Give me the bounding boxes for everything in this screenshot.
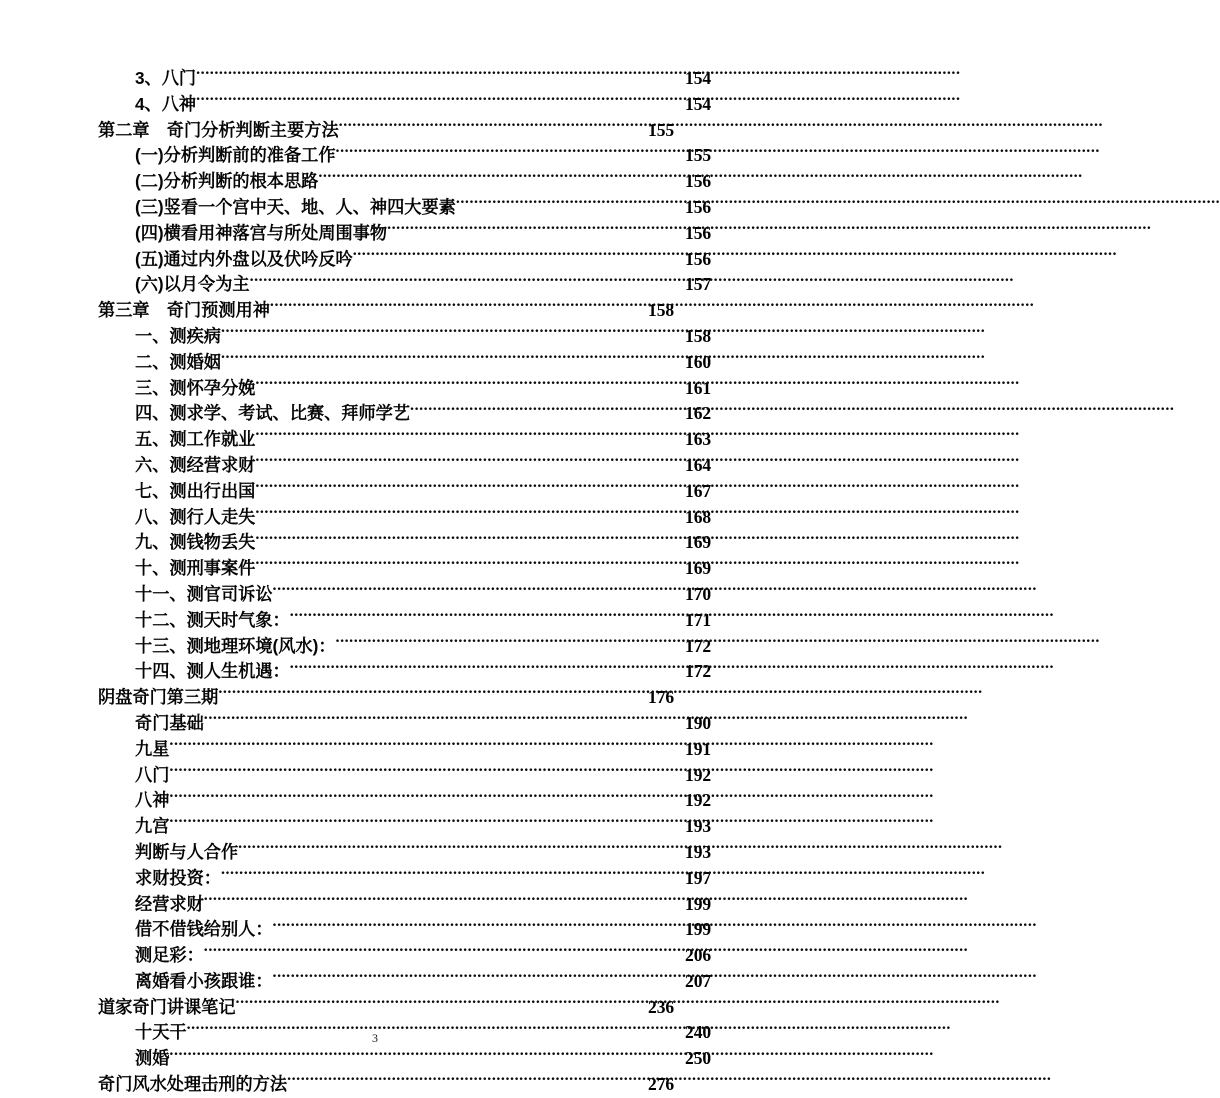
- toc-entry-title: (四)横看用神落宫与所处周围事物: [135, 222, 388, 243]
- toc-entry-page-number: 207: [685, 970, 711, 991]
- toc-entry-page-number: 158: [685, 325, 711, 346]
- toc-entry-title: 十一、测官司诉讼: [135, 583, 273, 604]
- toc-entry-page-number: 192: [685, 790, 711, 811]
- toc-entry-title: 十二、测天时气象：: [135, 609, 290, 630]
- toc-entry-title: 十天干: [135, 1022, 187, 1043]
- toc-entry-title: 十四、测人生机遇：: [135, 660, 290, 682]
- toc-entry-page-number: 161: [685, 377, 711, 398]
- toc-dot-leader: [204, 894, 677, 910]
- toc-entry-page-number: 172: [685, 635, 711, 656]
- toc-dot-leader: [204, 713, 677, 729]
- toc-dot-leader: [255, 455, 677, 471]
- toc-dot-leader: [218, 687, 640, 703]
- toc-dot-leader: [410, 403, 677, 419]
- toc-dot-leader: [169, 790, 677, 806]
- toc-entry-page-number: 160: [685, 351, 711, 372]
- toc-entry-title: 求财投资：: [135, 867, 221, 888]
- toc-dot-leader: [255, 378, 677, 394]
- toc-entry-page-number: 154: [685, 68, 711, 88]
- toc-entry-page-number: 199: [685, 919, 711, 940]
- toc-entry-title: (一)分析判断前的准备工作: [135, 144, 336, 166]
- toc-entry-page-number: 192: [685, 764, 711, 785]
- toc-entry-title: 测婚: [135, 1047, 170, 1069]
- toc-entry-title: 八门: [135, 764, 170, 785]
- toc-entry-title: (六)以月令为主: [135, 273, 250, 295]
- toc-entry-page-number: 236: [648, 996, 674, 1017]
- table-of-contents: [98, 66, 711, 1098]
- toc-entry-title: 阴盘奇门第三期: [98, 686, 219, 708]
- toc-entry-title: 判断与人合作: [135, 841, 239, 862]
- toc-entry-page-number: 155: [648, 119, 674, 140]
- toc-entry-page-number: 169: [685, 558, 711, 579]
- toc-dot-leader: [270, 300, 640, 316]
- toc-entry-title: 第三章 奇门预测用神: [98, 299, 270, 321]
- toc-dot-leader: [287, 1074, 640, 1090]
- toc-entry-title: 一、测疾病: [135, 325, 221, 346]
- toc-entry-title: 四、测求学、考试、比赛、拜师学艺: [135, 402, 411, 424]
- toc-dot-leader: [169, 765, 677, 781]
- toc-entry-page-number: 250: [685, 1048, 711, 1069]
- toc-entry-title: 二、测婚姻: [135, 351, 221, 372]
- toc-dot-leader: [221, 352, 677, 368]
- toc-dot-leader: [221, 326, 677, 342]
- toc-entry-page-number: 197: [685, 867, 711, 888]
- page-number-folio: 3: [372, 1031, 378, 1045]
- toc-entry-page-number: 158: [648, 300, 674, 321]
- toc-entry-page-number: 191: [685, 738, 711, 759]
- toc-entry-page-number: 169: [685, 532, 711, 553]
- toc-dot-leader: [255, 558, 677, 574]
- toc-entry-title: 十三、测地理环境(风水)：: [135, 635, 336, 656]
- toc-dot-leader: [336, 636, 677, 652]
- toc-entry-title: 离婚看小孩跟谁：: [135, 970, 273, 991]
- toc-entry-page-number: 276: [648, 1074, 674, 1095]
- toc-entry-page-number: 155: [685, 145, 711, 166]
- toc-dot-leader: [196, 68, 677, 84]
- toc-entry-title: 奇门风水处理击刑的方法: [98, 1073, 288, 1095]
- toc-entry-page-number: 164: [685, 454, 711, 475]
- toc-dot-leader: [204, 945, 677, 961]
- toc-entry-page-number: 162: [685, 403, 711, 424]
- toc-dot-leader: [236, 997, 640, 1013]
- toc-entry-title: 九星: [135, 738, 170, 759]
- toc-entry-page-number: 193: [685, 841, 711, 862]
- toc-dot-leader: [255, 481, 677, 497]
- toc-dot-leader: [336, 145, 677, 161]
- toc-entry-page-number: 190: [685, 712, 711, 733]
- toc-entry-title: 九、测钱物丢失: [135, 531, 256, 553]
- toc-entry-title: 测足彩：: [135, 944, 204, 966]
- toc-entry-title: 3、八门: [135, 67, 197, 88]
- toc-dot-leader: [169, 1048, 677, 1064]
- toc-entry-page-number: 170: [685, 583, 711, 604]
- toc-entry-page-number: 156: [685, 171, 711, 192]
- toc-dot-leader: [255, 507, 677, 523]
- toc-entry-page-number: 167: [685, 480, 711, 501]
- toc-entry-title: 六、测经营求财: [135, 454, 256, 475]
- toc-dot-leader: [238, 842, 677, 858]
- toc-dot-leader: [339, 120, 640, 136]
- toc-dot-leader: [273, 971, 677, 987]
- toc-entry-title: 八神: [135, 789, 170, 811]
- toc-entry-title: 第二章 奇门分析判断主要方法: [98, 119, 339, 140]
- toc-dot-leader: [169, 816, 677, 832]
- toc-entry-page-number: 199: [685, 893, 711, 914]
- toc-dot-leader: [318, 171, 677, 187]
- toc-entry-page-number: 168: [685, 506, 711, 527]
- toc-entry-title: 八、测行人走失: [135, 506, 256, 527]
- toc-dot-leader: [250, 274, 677, 290]
- toc-entry-title: 4、八神: [135, 93, 197, 114]
- toc-entry-title: 五、测工作就业: [135, 428, 256, 450]
- toc-dot-leader: [255, 429, 677, 445]
- toc-entry-title: (二)分析判断的根本思路: [135, 170, 319, 192]
- toc-entry-page-number: 193: [685, 816, 711, 837]
- toc-dot-leader: [387, 223, 677, 239]
- toc-dot-leader: [290, 661, 677, 677]
- toc-entry-page-number: 171: [685, 609, 711, 630]
- toc-entry-title: 七、测出行出国: [135, 480, 256, 501]
- toc-entry-page-number: 206: [685, 945, 711, 966]
- toc-entry-page-number: 157: [685, 274, 711, 295]
- toc-entry-page-number: 156: [685, 248, 711, 269]
- toc-dot-leader: [169, 739, 677, 755]
- toc-dot-leader: [290, 610, 677, 626]
- toc-entry-page-number: 154: [685, 93, 711, 114]
- toc-dot-leader: [273, 919, 677, 935]
- toc-entry-title: 奇门基础: [135, 712, 204, 733]
- toc-dot-leader: [456, 197, 677, 213]
- toc-entry-title: 借不借钱给别人：: [135, 918, 273, 940]
- toc-entry[interactable]: [98, 1072, 674, 1098]
- toc-entry-page-number: 240: [685, 1022, 711, 1043]
- toc-entry-title: 三、测怀孕分娩: [135, 377, 256, 398]
- toc-entry-title: (三)竖看一个宫中天、地、人、神四大要素: [135, 196, 456, 217]
- toc-dot-leader: [255, 532, 677, 548]
- toc-entry-page-number: 176: [648, 687, 674, 708]
- toc-entry-title: 道家奇门讲课笔记: [98, 996, 236, 1017]
- toc-entry-page-number: 163: [685, 429, 711, 450]
- toc-entry-title: 十、测刑事案件: [135, 557, 256, 579]
- toc-dot-leader: [273, 584, 677, 600]
- toc-entry-page-number: 156: [685, 196, 711, 217]
- toc-dot-leader: [221, 868, 677, 884]
- toc-dot-leader: [196, 94, 677, 110]
- toc-entry-page-number: 156: [685, 222, 711, 243]
- toc-entry-title: (五)通过内外盘以及伏吟反吟: [135, 248, 353, 269]
- toc-entry-title: 九宫: [135, 815, 170, 837]
- toc-entry-title: 经营求财: [135, 893, 204, 914]
- toc-entry-page-number: 172: [685, 661, 711, 682]
- toc-dot-leader: [353, 249, 677, 265]
